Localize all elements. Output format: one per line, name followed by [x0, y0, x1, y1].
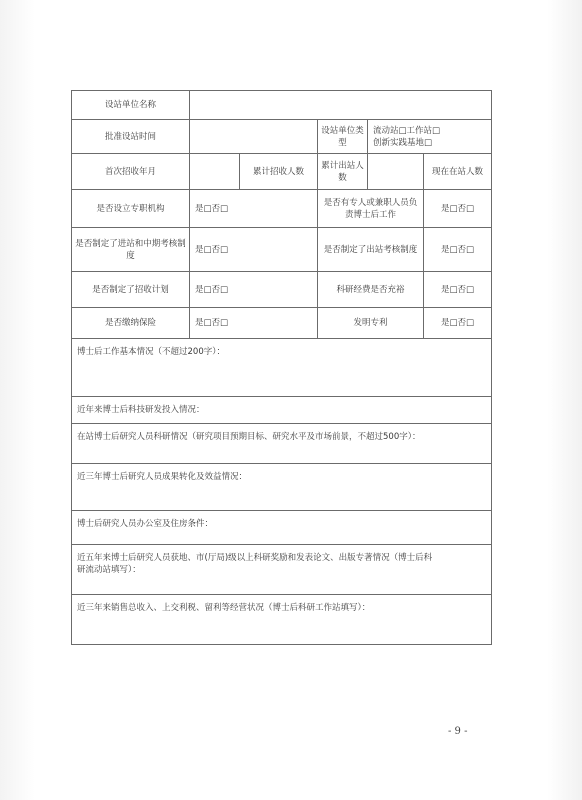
funding-sufficient-label: 科研经费是否充裕	[318, 272, 424, 308]
postdoc-station-form	[71, 90, 492, 645]
entry-midterm-checkbox[interactable]: 是□否□	[190, 228, 318, 272]
enroll-plan-checkbox[interactable]: 是□否□	[190, 272, 318, 308]
office-housing-section[interactable]: 博士后研究人员办公室及住房条件：	[72, 511, 492, 545]
station-unit-type-options[interactable]	[368, 120, 492, 154]
cumulative-exited-field[interactable]	[368, 154, 424, 190]
approval-time-field[interactable]	[190, 120, 318, 154]
awards-line1: 近五年来博士后研究人员获地、市(厅局)级以上科研奖励和发表论文、出版专著情况（博士后科	[77, 553, 433, 563]
type-options-line1: 流动站□工作站□	[373, 125, 441, 136]
page-number: - 9 -	[448, 726, 468, 737]
exit-assessment-checkbox[interactable]: 是□否□	[424, 228, 492, 272]
station-unit-name-label: 设站单位名称	[72, 91, 190, 120]
awards-section[interactable]	[72, 545, 492, 595]
funding-sufficient-checkbox[interactable]: 是□否□	[424, 272, 492, 308]
insurance-label: 是否缴纳保险	[72, 308, 190, 339]
exit-assessment-label: 是否制定了出站考核制度	[318, 228, 424, 272]
first-enroll-year-field[interactable]	[190, 154, 240, 190]
achievements-section[interactable]: 近三年博士后研究人员成果转化及效益情况：	[72, 464, 492, 511]
type-options-line2: 创新实践基地□	[373, 137, 433, 148]
cumulative-enrolled-label: 累计招收人数	[240, 154, 318, 190]
first-enroll-year-label: 首次招收年月	[72, 154, 190, 190]
basic-situation-section[interactable]: 博士后工作基本情况（不超过200字）：	[72, 339, 492, 397]
entry-midterm-label: 是否制定了进站和中期考核制度	[72, 228, 190, 272]
enroll-plan-label: 是否制定了招收计划	[72, 272, 190, 308]
research-section[interactable]: 在站博士后研究人员科研情况（研究项目预期目标、研究水平及市场前景，不超过500字）：	[72, 424, 492, 464]
investment-section[interactable]: 近年来博士后科技研发投入情况：	[72, 397, 492, 424]
current-in-station-label: 现在在站人数	[424, 154, 492, 190]
insurance-checkbox[interactable]: 是□否□	[190, 308, 318, 339]
patent-checkbox[interactable]: 是□否□	[424, 308, 492, 339]
station-unit-type-label: 设站单位类型	[318, 120, 368, 154]
cumulative-exited-label: 累计出站人数	[318, 154, 368, 190]
dedicated-staff-label: 是否有专人或兼职人员负责博士后工作	[318, 190, 424, 228]
dedicated-institution-label: 是否设立专职机构	[72, 190, 190, 228]
station-unit-name-field[interactable]	[190, 91, 492, 120]
dedicated-institution-checkbox[interactable]: 是□否□	[190, 190, 318, 228]
awards-line2: 研流动站填写）：	[77, 565, 141, 575]
dedicated-staff-checkbox[interactable]: 是□否□	[424, 190, 492, 228]
patent-label: 发明专利	[318, 308, 424, 339]
revenue-section[interactable]: 近三年来销售总收入、上交利税、留利等经营状况（博士后科研工作站填写）：	[72, 595, 492, 645]
approval-time-label: 批准设站时间	[72, 120, 190, 154]
